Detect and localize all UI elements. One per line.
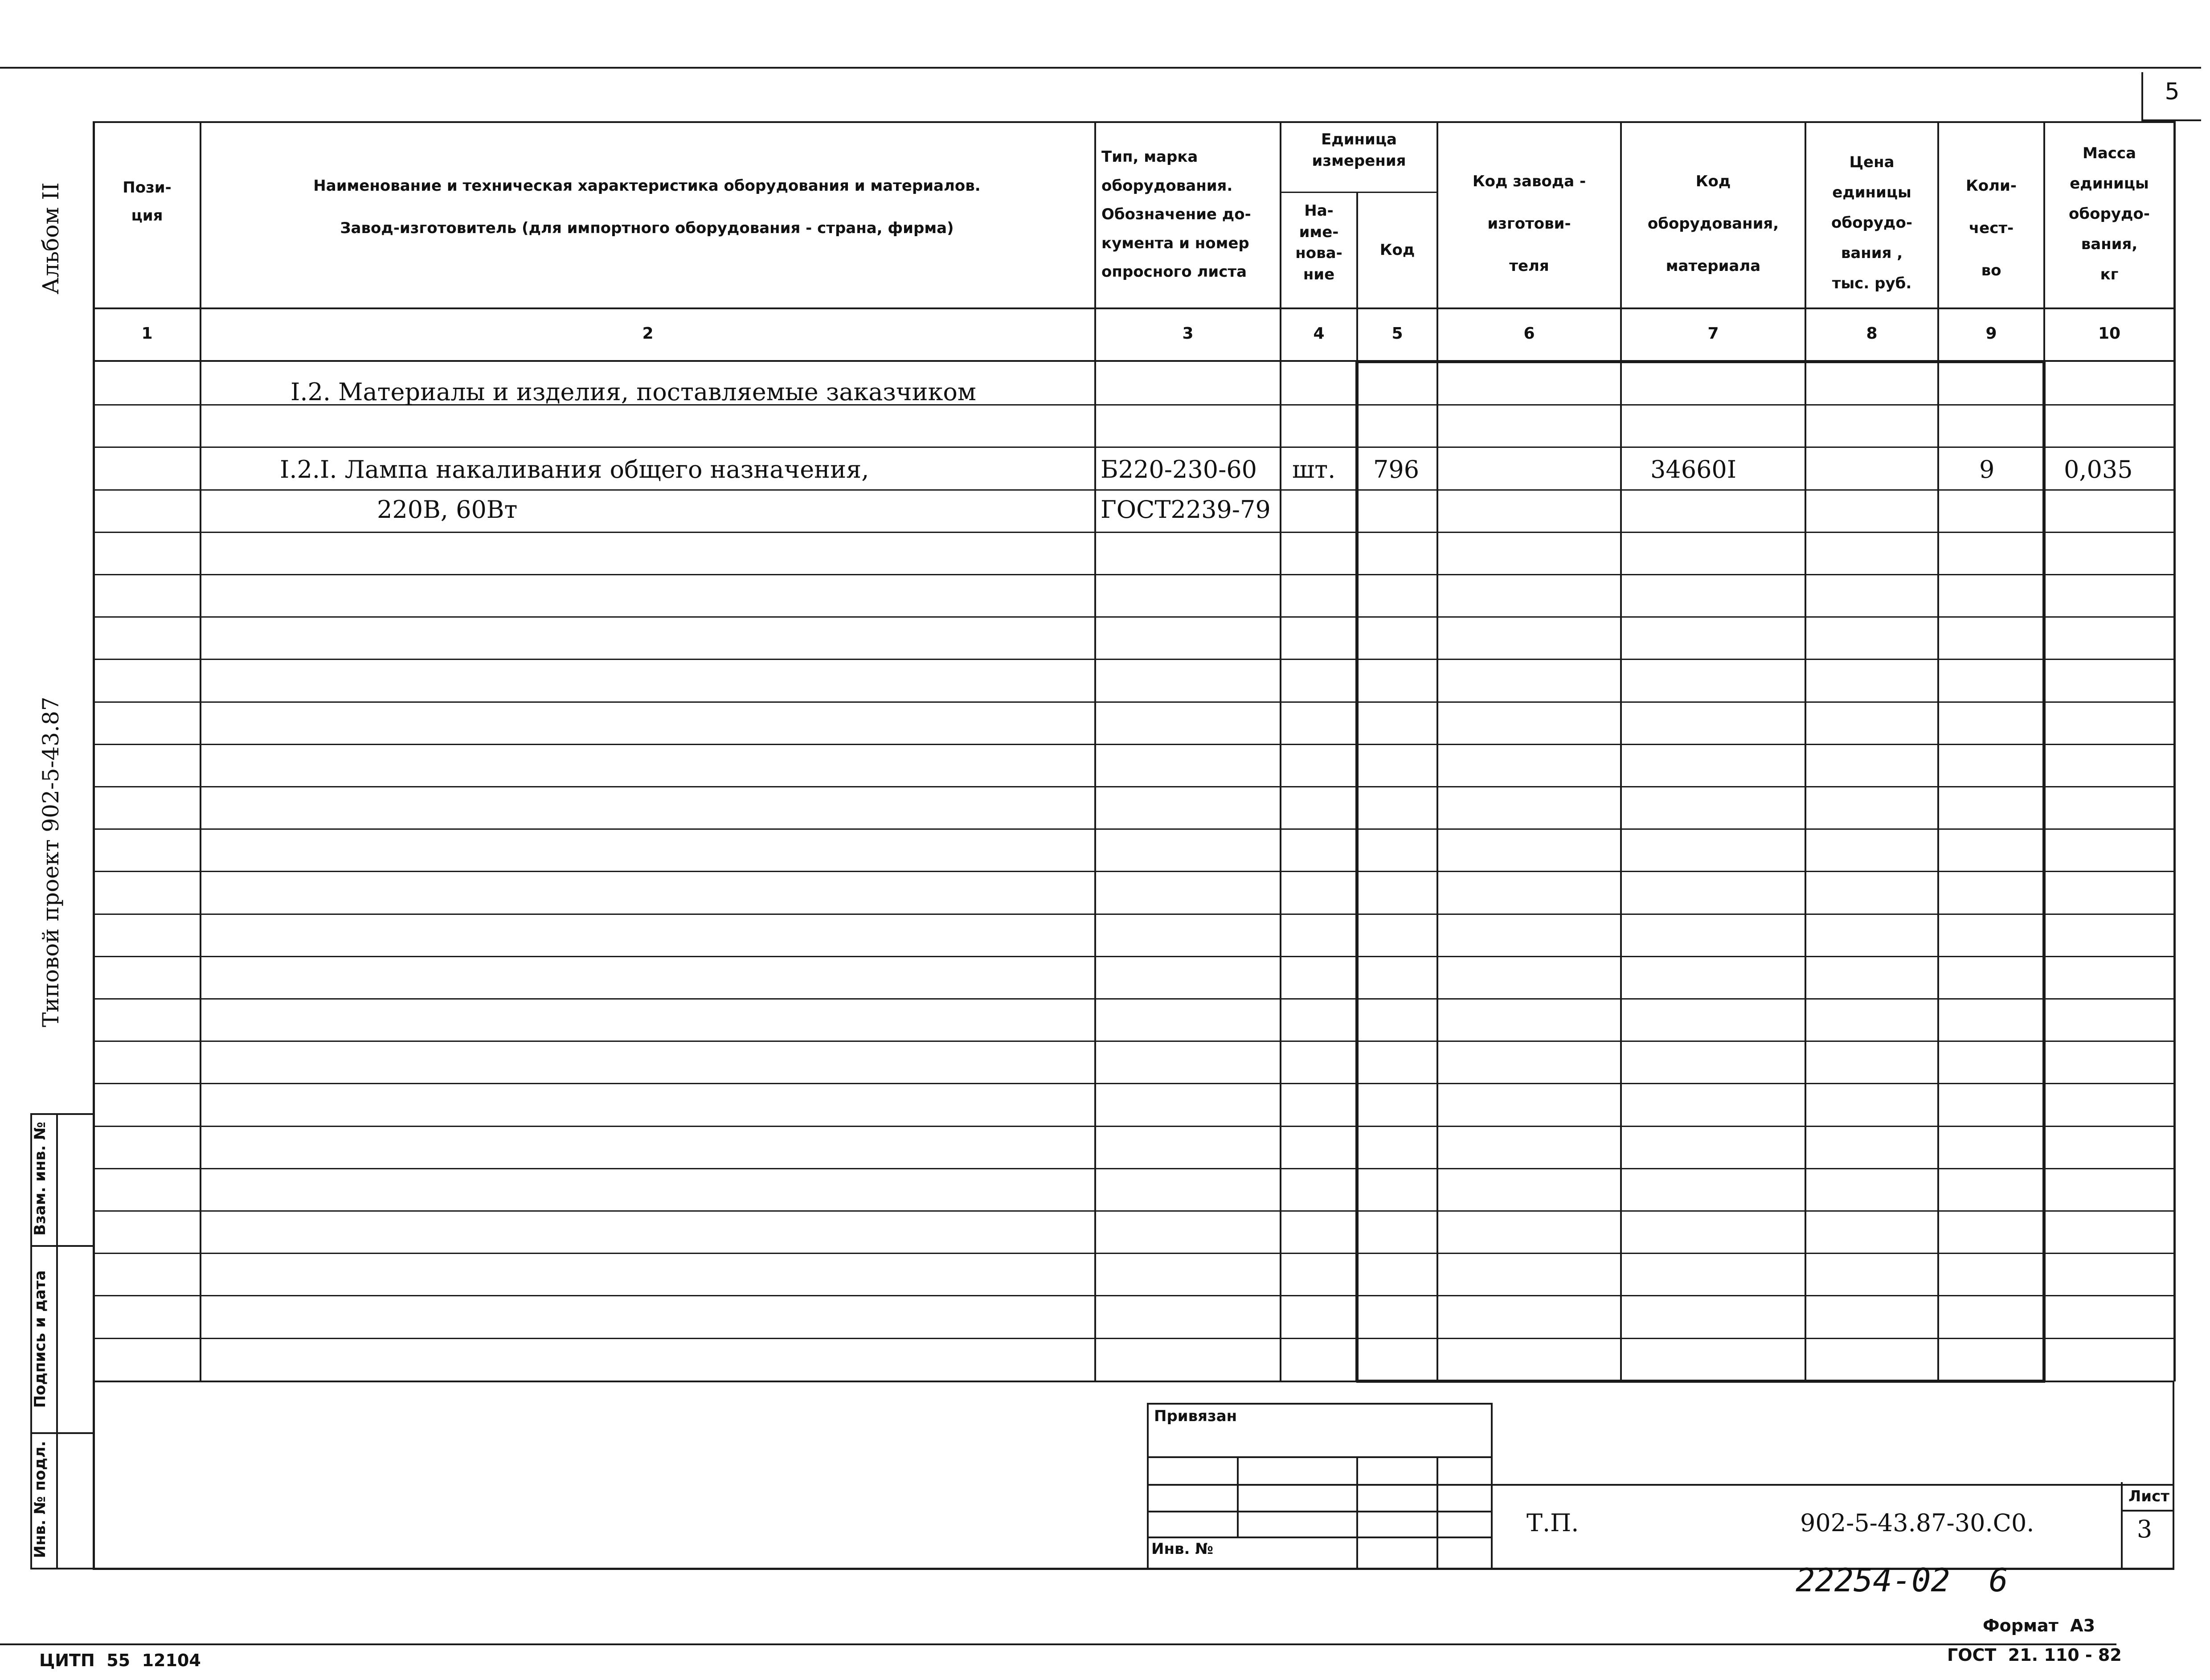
stamp-col-bottom — [30, 1568, 94, 1569]
item-qty: 9 — [1979, 455, 1995, 484]
sheet-label: Лист — [2128, 1487, 2169, 1505]
table-row-line — [93, 1041, 2174, 1042]
table-row-line — [93, 532, 2174, 533]
printer-label: ЦИТП 55 12104 — [39, 1651, 201, 1670]
stamp-box-right — [1491, 1403, 1493, 1569]
item-name: I.2.I. Лампа накаливания общего назначения, — [280, 455, 869, 484]
header-col8: Цена единицы оборудо- вания , тыс. руб. — [1831, 153, 1912, 292]
handwritten-number: 22254-02 6 — [1796, 1561, 2008, 1599]
table-row-line — [93, 828, 2174, 830]
table-row-line — [93, 1168, 2174, 1169]
col-number-10: 10 — [2098, 324, 2121, 343]
item-unit-code: 796 — [1373, 455, 1420, 484]
stamp-row-3 — [1147, 1511, 1493, 1512]
item-unit: шт. — [1292, 455, 1336, 484]
item-type-2: ГОСТ2239-79 — [1101, 496, 1271, 524]
stamp-vline-3 — [1436, 1456, 1438, 1569]
col-line-3 — [1280, 121, 1281, 1381]
stamp-col-div2 — [30, 1432, 94, 1434]
table-row-line — [93, 914, 2174, 915]
table-row-line — [93, 1295, 2174, 1296]
stamp-privyazan: Привязан — [1154, 1407, 1237, 1425]
table-row-line — [93, 1126, 2174, 1127]
sheet-box-div — [2121, 1510, 2174, 1512]
col-number-1: 1 — [141, 324, 153, 343]
stamp-row-1 — [1147, 1456, 1493, 1458]
side-stamp-inv: Инв. № подл. — [31, 1441, 49, 1558]
page-number-box-left — [2141, 72, 2143, 120]
table-row-line — [93, 998, 2174, 1000]
table-row-line — [93, 701, 2174, 703]
col-line-5 — [1436, 121, 1438, 1381]
table-row-line — [93, 659, 2174, 660]
header-col6: Код завода - изготови- теля — [1472, 172, 1586, 275]
table-row-line — [93, 1253, 2174, 1254]
side-stamp-zam: Взам. инв. № — [31, 1122, 49, 1236]
stamp-vline-1 — [1237, 1456, 1239, 1537]
table-row-line — [93, 616, 2174, 618]
header-col1: Пози- ция — [123, 179, 172, 225]
table-row-line — [93, 447, 2174, 448]
col-number-6: 6 — [1523, 324, 1535, 343]
col-number-9: 9 — [1985, 324, 1997, 343]
header-bottom — [93, 307, 2174, 309]
table-row-line — [93, 1210, 2174, 1212]
footer-line — [0, 1643, 2116, 1645]
col-number-3: 3 — [1182, 324, 1194, 343]
side-title: Альбом II — [38, 182, 64, 295]
page-number: 5 — [2165, 78, 2180, 105]
col-line-8 — [1937, 121, 1939, 1381]
col-number-2: 2 — [642, 324, 654, 343]
col-number-8: 8 — [1866, 324, 1878, 343]
col-line-2 — [1094, 121, 1096, 1381]
header-col3: Тип, марка оборудования. Обозначение до- кумента и номер опросного листа — [1101, 148, 1251, 281]
header-col10: Масса единицы оборудо- вания, кг — [2069, 144, 2150, 283]
stamp-doc-code: 902-5-43.87-30.С0. — [1800, 1509, 2034, 1537]
side-project: Типовой проект 902-5-43.87 — [38, 697, 64, 1027]
top-border — [0, 67, 2201, 69]
side-stamp-sign: Подпись и дата — [31, 1270, 49, 1408]
title-block-top — [1491, 1484, 2174, 1486]
table-row-line — [93, 786, 2174, 787]
item-mass: 0,035 — [2064, 455, 2133, 484]
unit-group-divider — [1280, 192, 1436, 193]
table-body-bottom — [93, 1381, 2174, 1382]
col-line-1 — [200, 121, 201, 1381]
sheet-number: 3 — [2136, 1515, 2153, 1543]
table-row-line — [93, 574, 2174, 575]
header-unit-group: Единица измерения — [1312, 131, 1406, 170]
item-type: Б220-230-60 — [1101, 455, 1257, 484]
table-row-line — [93, 744, 2174, 745]
stamp-box-top — [1147, 1403, 1493, 1405]
stamp-box-left — [1147, 1403, 1149, 1569]
header-col5: Код — [1379, 241, 1415, 259]
header-col4: На- име- нова- ние — [1295, 202, 1342, 283]
stamp-row-2 — [1147, 1484, 1493, 1486]
stamp-row-4 — [1147, 1537, 1493, 1538]
col-number-5: 5 — [1391, 324, 1403, 343]
bold-box-top — [1356, 360, 2045, 363]
item-code: 34660I — [1650, 455, 1737, 484]
header-col9: Коли- чест- во — [1966, 177, 2017, 280]
format-label: Формат А3 — [1983, 1616, 2095, 1635]
stamp-col-div1 — [30, 1245, 94, 1247]
stamp-col-right — [56, 1113, 58, 1569]
section-title: I.2. Материалы и изделия, поставляемые заказчиком — [291, 378, 976, 406]
stamp-vline-2 — [1356, 1456, 1358, 1569]
table-row-line — [93, 1338, 2174, 1339]
table-row-line — [93, 489, 2174, 491]
table-row-line — [93, 871, 2174, 872]
table-outer-right — [2173, 121, 2176, 1381]
col-line-6 — [1620, 121, 1622, 1381]
col-line-7 — [1805, 121, 1806, 1381]
sheet-box-left — [2121, 1482, 2123, 1569]
col-number-7: 7 — [1707, 324, 1719, 343]
stamp-tp: Т.П. — [1527, 1509, 1579, 1537]
table-row-line — [93, 956, 2174, 957]
stamp-inv-no: Инв. № — [1151, 1540, 1214, 1558]
header-col7: Код оборудования, материала — [1647, 172, 1779, 275]
table-row-line — [93, 1083, 2174, 1084]
frame-bottom-right — [2173, 1381, 2174, 1569]
gost-label: ГОСТ 21. 110 - 82 — [1947, 1645, 2122, 1665]
table-top — [93, 121, 2174, 123]
header-col2: Наименование и техническая характеристика оборудования и материалов. Завод-изготовитель (для импортного оборудования - страна, фирма) — [313, 177, 981, 238]
col-number-4: 4 — [1313, 324, 1325, 343]
item-name-2: 220В, 60Вт — [377, 496, 518, 524]
